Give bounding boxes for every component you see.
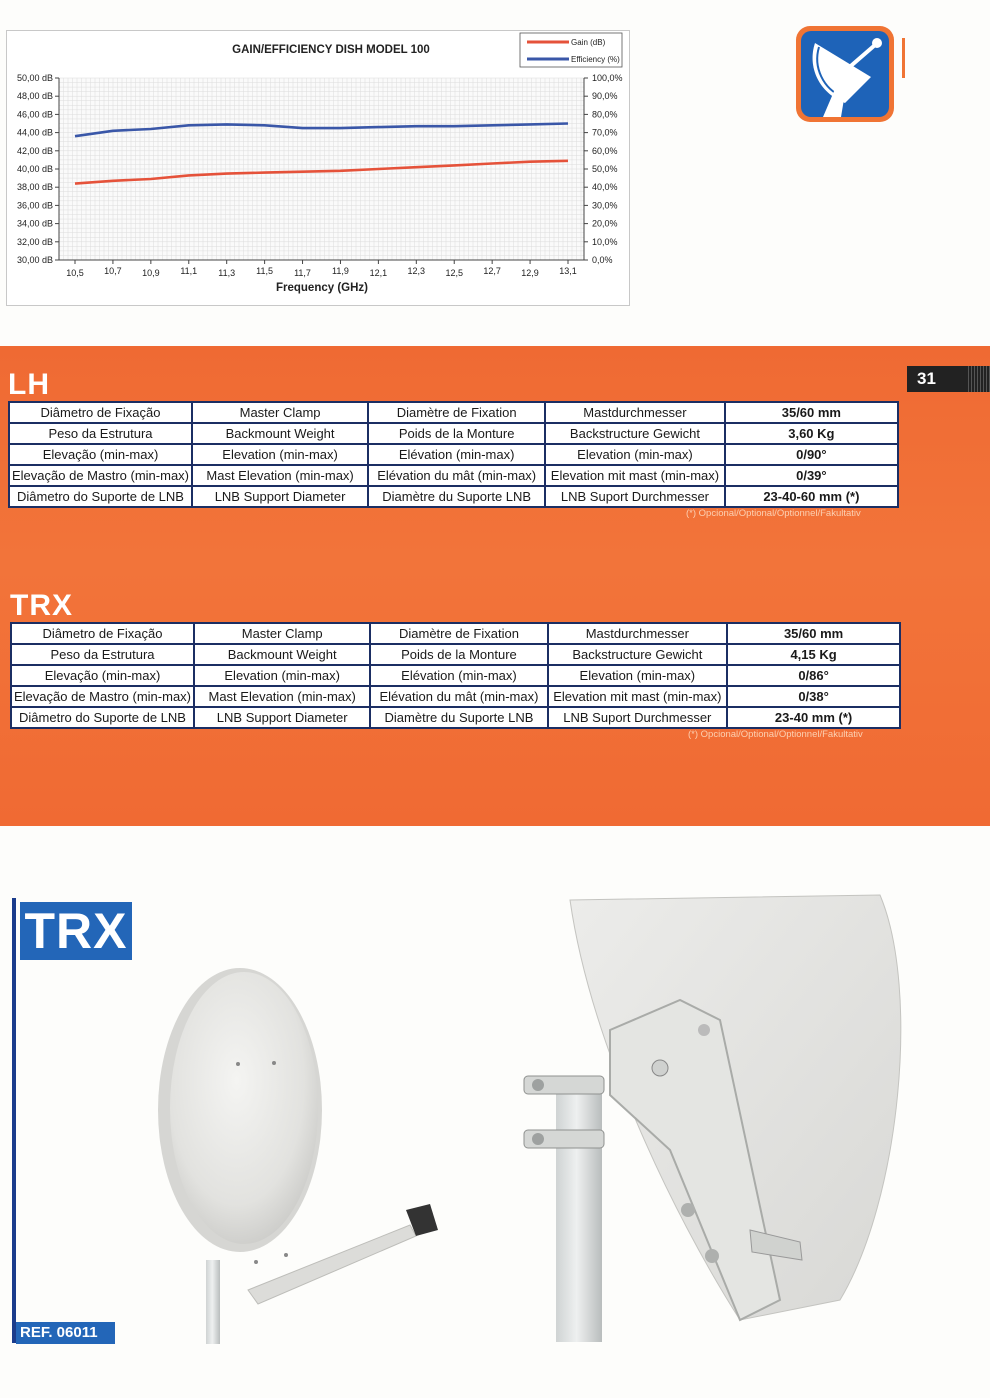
spec-label: Master Clamp [194,623,370,644]
spec-value: 3,60 Kg [725,423,898,444]
y-left-tick-label: 46,00 dB [16,109,53,120]
y-left-tick-label: 42,00 dB [16,145,53,156]
spec-label: Peso da Estrutura [11,644,194,665]
y-right-tick-label: 50,0% [592,164,618,174]
spec-label: Diamètre de Fixation [368,402,545,423]
spec-label: Elévation du mât (min-max) [370,686,547,707]
product-photo [140,880,920,1350]
x-tick-label: 12,9 [521,268,539,278]
spec-row [11,623,900,644]
spec-value: 0/38° [727,686,900,707]
spec-value: 23-40-60 mm (*) [725,486,898,507]
spec-label: Diamètre de Fixation [370,623,547,644]
spec-label: Backstructure Gewicht [548,644,728,665]
y-left-tick-label: 48,00 dB [16,91,53,102]
dish-front-view [158,968,438,1344]
spec-label: Elévation du mât (min-max) [368,465,545,486]
logo-inner [801,31,889,117]
spec-label: Diâmetro de Fixação [9,402,192,423]
chart-title: GAIN/EFFICIENCY DISH MODEL 100 [232,44,430,56]
x-tick-label: 10,7 [104,266,122,276]
chart-xlabel: Frequency (GHz) [275,282,369,294]
lh-spec-table [8,401,899,508]
x-tick-label: 11,1 [180,266,198,276]
spec-label: Diamètre du Suporte LNB [370,707,547,728]
page-number: 31 [917,369,936,388]
spec-row [11,644,900,665]
spec-label: LNB Suport Durchmesser [545,486,725,507]
spec-label: Elevação de Mastro (min-max) [9,465,192,486]
dish-mount-closeup [524,895,901,1342]
spec-value: 0/86° [727,665,900,686]
product-accent-bar [12,898,16,1343]
y-left-tick-label: 44,00 dB [16,127,53,138]
spec-label: Backmount Weight [192,423,368,444]
spec-label: Elevation mit mast (min-max) [545,465,725,486]
lh-footnote: (*) Opcional/Optional/Optionnel/Fakultativ [686,508,861,519]
x-tick-label: 11,9 [332,266,349,276]
y-right-tick-label: 10,0% [592,236,618,247]
logo-accent-strip [902,38,905,78]
x-tick-label: 11,5 [256,266,274,276]
lh-section-title: LH [8,368,50,401]
spec-label: Mastdurchmesser [545,402,725,423]
legend-label: Efficiency (%) [571,55,620,64]
x-tick-label: 13,1 [559,266,577,276]
y-left-tick-label: 40,00 dB [16,164,53,174]
spec-label: Elévation (min-max) [368,444,545,465]
spec-label: Elevation (min-max) [192,444,368,465]
spec-label: Diâmetro do Suporte de LNB [11,707,194,728]
y-right-tick-label: 60,0% [592,145,618,156]
y-right-tick-label: 20,0% [592,218,618,229]
spec-label: Elévation (min-max) [370,665,547,686]
spec-row [11,707,900,728]
spec-label: Elevation (min-max) [194,665,370,686]
spec-label: Master Clamp [192,402,368,423]
spec-row [9,486,898,507]
spec-row [9,423,898,444]
trx-footnote: (*) Opcional/Optional/Optionnel/Fakultativ [688,729,863,740]
product-reference: REF. 06011 [16,1322,115,1344]
spec-label: Elevação de Mastro (min-max) [11,686,194,707]
spec-label: Poids de la Monture [368,423,545,444]
x-tick-label: 10,5 [66,268,84,278]
spec-value: 0/90° [725,444,898,465]
spec-row [9,402,898,423]
spec-label: Peso da Estrutura [9,423,192,444]
spec-label: LNB Suport Durchmesser [548,707,728,728]
spec-label: Elevação (min-max) [9,444,192,465]
spec-label: Diâmetro do Suporte de LNB [9,486,192,507]
satellite-dish-icon [801,31,889,117]
spec-label: LNB Support Diameter [194,707,370,728]
x-tick-label: 12,1 [369,268,388,278]
spec-row [9,465,898,486]
spec-label: Elevation (min-max) [545,444,725,465]
y-right-tick-label: 40,0% [592,182,618,193]
spec-label: Diamètre du Suporte LNB [368,486,545,507]
y-right-tick-label: 0,0% [592,255,613,265]
trx-section-title: TRX [10,589,73,622]
chart-svg [7,31,631,307]
spec-label: Elevation mit mast (min-max) [548,686,728,707]
spec-value: 0/39° [725,465,898,486]
spec-value: 35/60 mm [725,402,898,423]
y-right-tick-label: 70,0% [592,127,618,138]
spec-label: Mast Elevation (min-max) [194,686,370,707]
spec-row [11,665,900,686]
y-right-tick-label: 90,0% [592,91,618,102]
spec-label: Elevation (min-max) [548,665,728,686]
x-tick-label: 10,9 [142,268,160,278]
y-left-tick-label: 36,00 dB [16,200,53,211]
product-badge: TRX [20,902,132,960]
y-left-tick-label: 30,00 dB [16,255,53,265]
trx-spec-table [10,622,901,729]
y-right-tick-label: 30,0% [592,200,618,211]
x-tick-label: 12,3 [407,266,426,276]
satellite-dish-logo-icon [796,26,894,122]
spec-row [11,686,900,707]
spec-label: LNB Support Diameter [192,486,368,507]
y-left-tick-label: 34,00 dB [16,218,53,229]
page-tab-stripes [966,366,990,392]
spec-label: Elevação (min-max) [11,665,194,686]
y-right-tick-label: 100,0% [592,73,623,83]
x-tick-label: 11,7 [294,268,311,278]
y-right-tick-label: 80,0% [592,109,618,120]
x-tick-label: 12,5 [445,268,463,278]
spec-label: Backmount Weight [194,644,370,665]
gain-efficiency-chart [6,30,630,306]
y-left-tick-label: 50,00 dB [16,73,53,83]
spec-value: 23-40 mm (*) [727,707,900,728]
spec-label: Diâmetro de Fixação [11,623,194,644]
chart-grid [59,78,584,260]
spec-label: Mastdurchmesser [548,623,728,644]
spec-row [9,444,898,465]
legend-label: Gain (dB) [571,38,606,47]
spec-label: Mast Elevation (min-max) [192,465,368,486]
chart-legend [520,33,622,67]
spec-label: Backstructure Gewicht [545,423,725,444]
x-tick-label: 12,7 [483,266,501,276]
y-left-tick-label: 38,00 dB [16,182,53,193]
spec-value: 35/60 mm [727,623,900,644]
spec-label: Poids de la Monture [370,644,547,665]
spec-value: 4,15 Kg [727,644,900,665]
x-tick-label: 11,3 [218,268,236,278]
y-left-tick-label: 32,00 dB [16,236,53,247]
